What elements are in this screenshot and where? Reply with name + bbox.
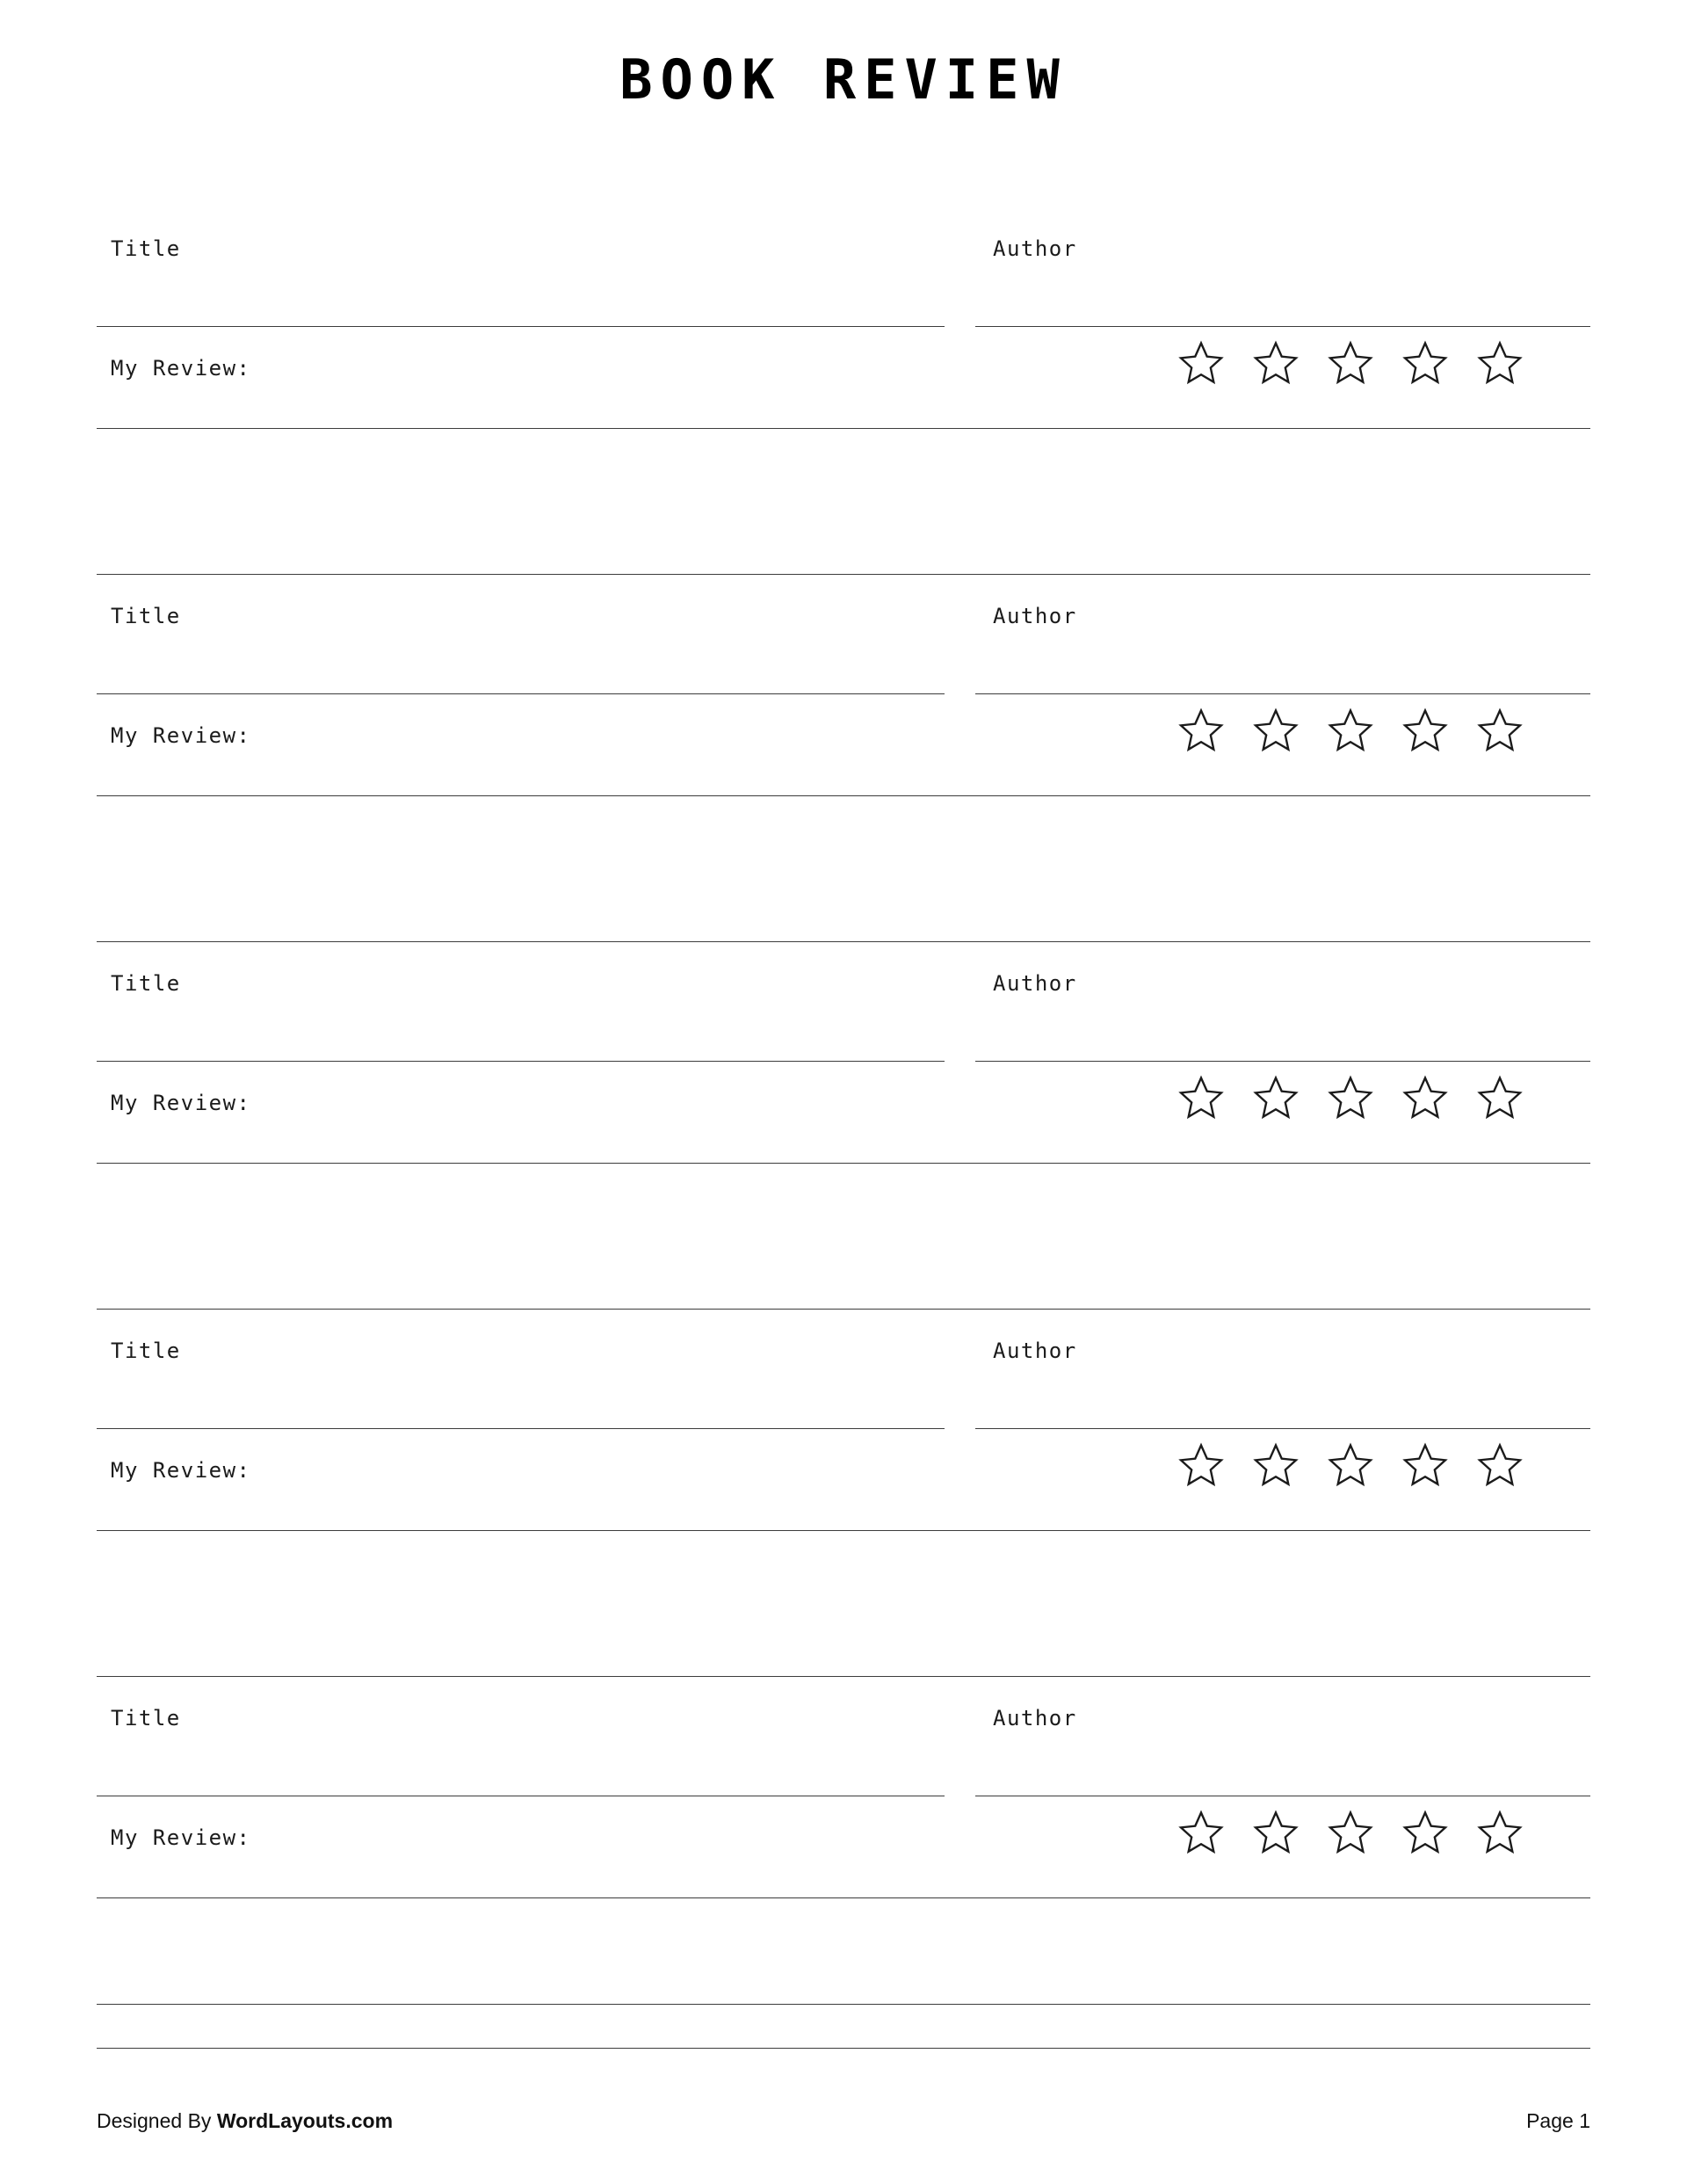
review-label: My Review: bbox=[111, 1458, 251, 1483]
title-input-line[interactable] bbox=[97, 1061, 945, 1062]
title-label: Title bbox=[111, 236, 181, 261]
bottom-divider-group bbox=[97, 2004, 1590, 2049]
author-label: Author bbox=[993, 236, 1077, 261]
review-input-line[interactable] bbox=[97, 795, 1590, 796]
title-input-line[interactable] bbox=[97, 693, 945, 694]
author-input-line[interactable] bbox=[975, 1061, 1590, 1062]
list-item bbox=[97, 1676, 1590, 2043]
list-item bbox=[97, 941, 1590, 1309]
entry-divider bbox=[97, 1309, 1590, 1310]
star-icon[interactable] bbox=[1177, 1442, 1225, 1488]
entry-labels-row bbox=[97, 971, 1590, 1006]
star-icon[interactable] bbox=[1476, 1442, 1524, 1488]
title-input-line[interactable] bbox=[97, 326, 945, 327]
page-footer bbox=[97, 2109, 1590, 2144]
star-icon[interactable] bbox=[1401, 340, 1449, 386]
page-number: Page 1 bbox=[1526, 2109, 1590, 2132]
list-item bbox=[97, 1309, 1590, 1676]
star-icon[interactable] bbox=[1177, 707, 1225, 753]
star-icon[interactable] bbox=[1252, 707, 1300, 753]
star-icon[interactable] bbox=[1401, 1810, 1449, 1855]
star-icon[interactable] bbox=[1476, 1075, 1524, 1121]
review-input-line[interactable] bbox=[97, 1897, 1590, 1898]
star-icon[interactable] bbox=[1252, 1442, 1300, 1488]
star-rating[interactable] bbox=[1177, 707, 1524, 753]
title-label: Title bbox=[111, 971, 181, 996]
star-rating[interactable] bbox=[1177, 1442, 1524, 1488]
star-rating[interactable] bbox=[1177, 1810, 1524, 1855]
author-input-line[interactable] bbox=[975, 693, 1590, 694]
star-icon[interactable] bbox=[1476, 1810, 1524, 1855]
title-input-line[interactable] bbox=[97, 1428, 945, 1429]
star-icon[interactable] bbox=[1401, 707, 1449, 753]
review-input-line[interactable] bbox=[97, 1163, 1590, 1164]
star-icon[interactable] bbox=[1401, 1442, 1449, 1488]
entry-divider bbox=[97, 574, 1590, 575]
star-icon[interactable] bbox=[1177, 1075, 1225, 1121]
bottom-divider-1 bbox=[97, 2004, 1590, 2005]
entries-list bbox=[97, 207, 1590, 2043]
entry-labels-row bbox=[97, 236, 1590, 272]
designed-by-credit bbox=[97, 2109, 393, 2133]
review-label: My Review: bbox=[111, 1091, 251, 1115]
star-icon[interactable] bbox=[1252, 340, 1300, 386]
page-title: BOOK REVIEW bbox=[619, 47, 1068, 112]
list-item bbox=[97, 574, 1590, 941]
review-input-line[interactable] bbox=[97, 1530, 1590, 1531]
author-label: Author bbox=[993, 971, 1077, 996]
list-item bbox=[97, 207, 1590, 574]
star-icon[interactable] bbox=[1252, 1075, 1300, 1121]
author-label: Author bbox=[993, 1706, 1077, 1731]
entry-divider bbox=[97, 941, 1590, 942]
star-icon[interactable] bbox=[1401, 1075, 1449, 1121]
entry-labels-row bbox=[97, 604, 1590, 639]
star-icon[interactable] bbox=[1252, 1810, 1300, 1855]
star-icon[interactable] bbox=[1476, 340, 1524, 386]
author-label: Author bbox=[993, 1339, 1077, 1363]
star-icon[interactable] bbox=[1327, 1442, 1374, 1488]
designed-by-text: Designed By bbox=[97, 2109, 217, 2132]
star-icon[interactable] bbox=[1476, 707, 1524, 753]
title-label: Title bbox=[111, 1706, 181, 1731]
star-icon[interactable] bbox=[1327, 340, 1374, 386]
title-label: Title bbox=[111, 604, 181, 628]
review-input-line[interactable] bbox=[97, 428, 1590, 429]
star-icon[interactable] bbox=[1177, 1810, 1225, 1855]
author-input-line[interactable] bbox=[975, 326, 1590, 327]
star-icon[interactable] bbox=[1177, 340, 1225, 386]
review-label: My Review: bbox=[111, 1825, 251, 1850]
review-label: My Review: bbox=[111, 723, 251, 748]
star-icon[interactable] bbox=[1327, 1075, 1374, 1121]
author-label: Author bbox=[993, 604, 1077, 628]
review-label: My Review: bbox=[111, 356, 251, 381]
brand-name: WordLayouts.com bbox=[216, 2109, 394, 2132]
title-label: Title bbox=[111, 1339, 181, 1363]
star-icon[interactable] bbox=[1327, 707, 1374, 753]
entry-labels-row bbox=[97, 1706, 1590, 1741]
star-rating[interactable] bbox=[1177, 1075, 1524, 1121]
star-rating[interactable] bbox=[1177, 340, 1524, 386]
star-icon[interactable] bbox=[1327, 1810, 1374, 1855]
entry-divider bbox=[97, 1676, 1590, 1677]
entry-labels-row bbox=[97, 1339, 1590, 1374]
author-input-line[interactable] bbox=[975, 1428, 1590, 1429]
bottom-divider-2 bbox=[97, 2048, 1590, 2049]
